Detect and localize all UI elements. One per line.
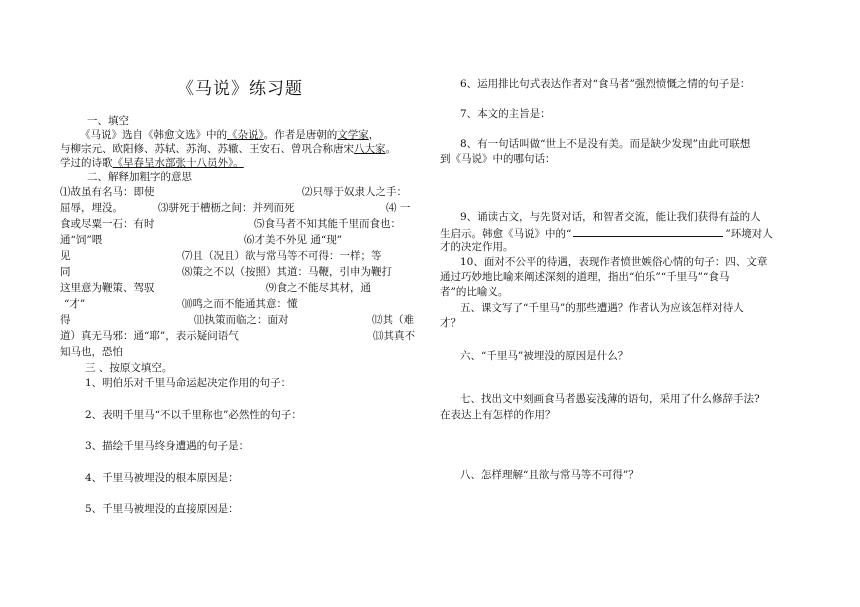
- gloss-item: ⑼食之不能尽其材，通: [266, 282, 371, 294]
- section-heading-recite: 三 、按原文填空。: [85, 362, 173, 374]
- gloss-item: 得: [60, 314, 71, 326]
- gloss-item: ⒀其真不: [373, 330, 415, 342]
- text: 生启示。韩愈《马说》中的“: [440, 228, 572, 240]
- question-4: 4、千里马被埋没的根本原因是：: [85, 472, 239, 484]
- gloss-item: ⑵只辱于奴隶人之手：: [302, 186, 407, 198]
- section-5-line-1: 五、课文写了“千里马”的那些遭遇？作者认为应该怎样对待人: [460, 302, 744, 314]
- gloss-item: 道）真无马邪：通“耶”，表示疑问语气: [60, 330, 239, 342]
- question-6: 6、运用排比句式表达作者对“食马者”强烈愤慨之情的句子是：: [460, 78, 751, 90]
- gloss-item: “才”: [64, 298, 86, 310]
- text: 《马说》选自《韩愈文选》中的: [80, 129, 227, 141]
- underlined-text: 八大家: [354, 143, 386, 155]
- gloss-item: ⑽鸣之而不能通其意：懂: [182, 298, 298, 310]
- question-10-line-1: 10、面对不公平的待遇，表现作者愤世嫉俗心情的句子：四、文章: [460, 256, 768, 268]
- fill-line-2: [60, 143, 422, 157]
- text: ”环境对人: [725, 228, 773, 240]
- section-heading-gloss: 二、解释加粗字的意思: [87, 171, 192, 183]
- gloss-item: ⑻策之不以（按照）其道：马鞭，引申为鞭打: [182, 266, 392, 278]
- text: 与柳宗元、欧阳修、苏轼、苏洵、苏辙、王安石、曾巩合称唐宋: [60, 143, 354, 155]
- answer-blank: [573, 226, 723, 237]
- underlined-text: 《杂说》: [227, 129, 264, 141]
- gloss-item: 同: [60, 266, 71, 278]
- gloss-item: ⑾执策而临之：面对: [194, 314, 289, 326]
- gloss-item: ⑿其（难: [372, 314, 414, 326]
- question-10-line-2: 通过巧妙地比喻来阐述深刻的道理，指出“伯乐”“千里马”“食马: [440, 271, 730, 283]
- section-6: 六、“千里马”被埋没的原因是什么？: [460, 350, 629, 362]
- gloss-item: ⑶骈死于槽枥之间：并列而死: [158, 202, 295, 214]
- fill-line-3: [60, 157, 422, 171]
- gloss-item: ⑸食马者不知其能千里而食也：: [254, 218, 401, 230]
- gloss-item: ⑴故虽有名马：即使: [60, 186, 155, 198]
- question-9-line-3: 才的决定作用。: [440, 241, 514, 253]
- gloss-item: 见: [60, 250, 71, 262]
- question-9-line-2: [440, 226, 802, 242]
- text: 。: [385, 143, 396, 155]
- gloss-item: ⑷ 一: [386, 202, 411, 214]
- gloss-item: 食或尽粟一石：有时: [60, 218, 155, 230]
- underlined-text: 文学家: [337, 129, 369, 141]
- question-3: 3、描绘千里马终身遭遇的句子是：: [85, 440, 250, 452]
- gloss-item: ⑺且（况且）欲与常马等不可得：一样；等: [182, 250, 382, 262]
- section-7-line-2: 在表达上有怎样的作用？: [440, 409, 556, 421]
- text: ，: [368, 129, 380, 141]
- question-5: 5、千里马被埋没的直接原因是：: [85, 503, 239, 515]
- question-9-line-1: 9、诵读古文，与先贤对话，和智者交流，能让我们获得有益的人: [460, 211, 761, 223]
- section-5-line-2: 才？: [440, 317, 461, 329]
- question-7: 7、本文的主旨是：: [460, 108, 551, 120]
- section-7-line-1: 七、找出文中刻画食马者愚妄浅薄的语句，采用了什么修辞手法?: [460, 393, 760, 405]
- text: 。作者是唐朝的: [263, 129, 338, 141]
- fill-line-1: [80, 129, 425, 143]
- question-8-line-1: 8、有一句话叫做“世上不是没有美。而是缺少发现”由此可联想: [460, 138, 751, 150]
- section-8: 八、怎样理解“且欲与常马等不可得”？: [460, 469, 639, 481]
- gloss-item: 这里意为鞭策、驾驭: [60, 282, 155, 294]
- question-1: 1、明伯乐对千里马命运起决定作用的句子：: [85, 377, 292, 389]
- text: 学过的诗歌: [60, 157, 113, 169]
- gloss-item: 屈辱，埋没。: [60, 202, 123, 214]
- underlined-text: 《早春呈水部张十八员外》。: [112, 157, 244, 169]
- page-title: 《马说》练习题: [177, 79, 303, 99]
- gloss-item: 通“饲”喂: [60, 234, 103, 246]
- gloss-item: ⑹才美不外见 通“现”: [244, 234, 343, 246]
- gloss-item: 知马也，恐怕: [60, 346, 123, 358]
- question-2: 2、表明千里马“不以千里称也”必然性的句子：: [85, 409, 302, 421]
- section-heading-fill: 一、填空: [87, 115, 129, 127]
- question-8-line-2: 到《马说》中的哪句话：: [440, 153, 556, 165]
- question-10-line-3: 者”的比喻义。: [440, 286, 509, 298]
